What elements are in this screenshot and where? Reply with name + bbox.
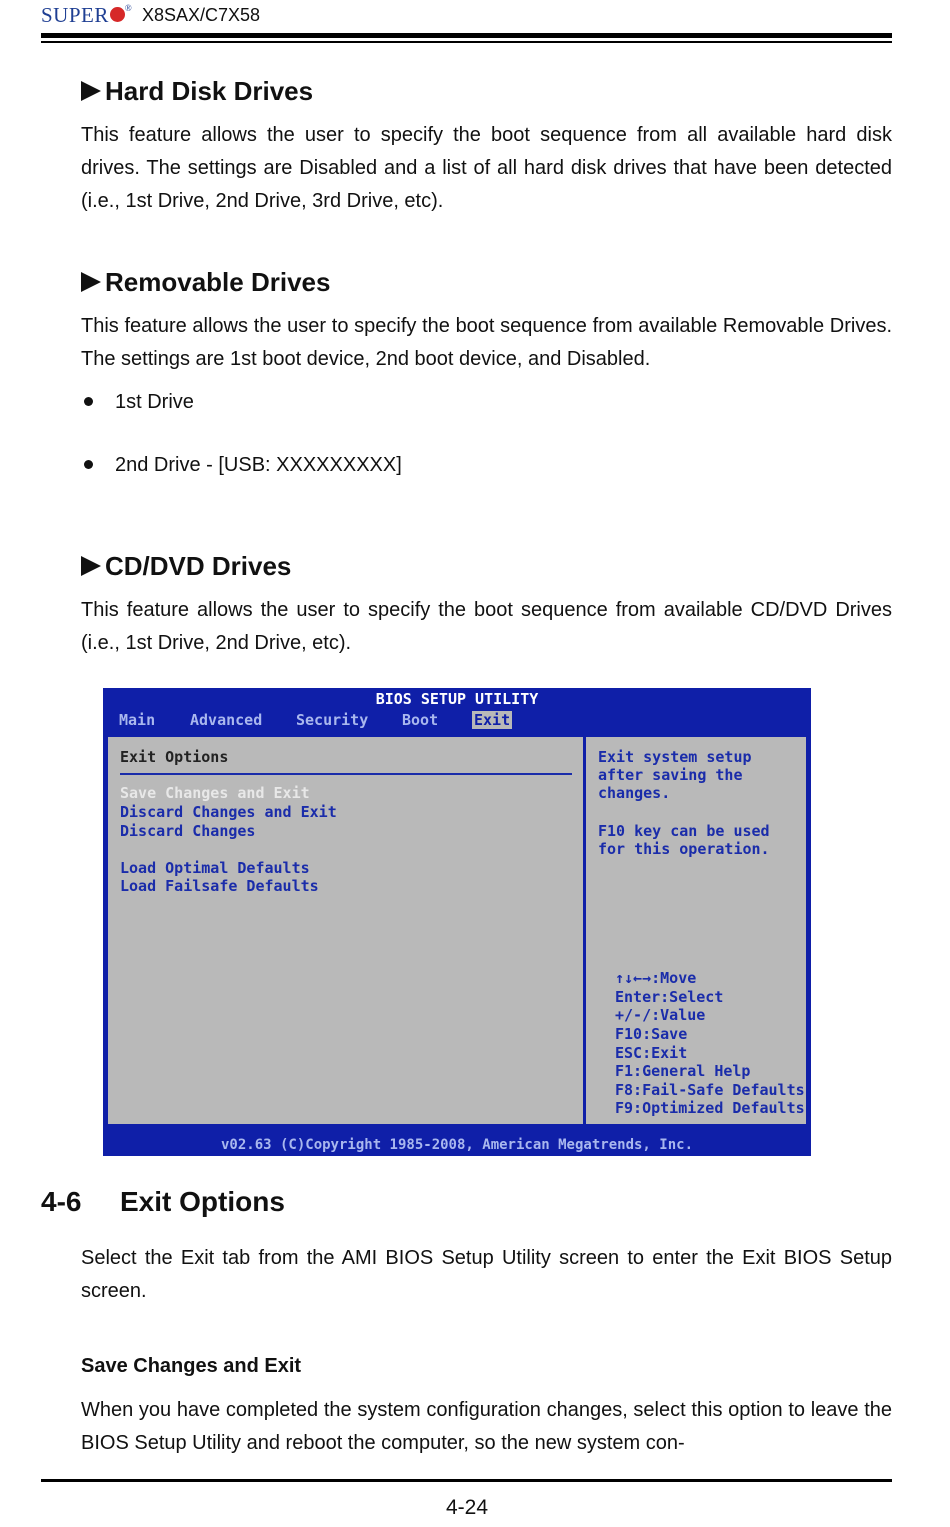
subheading-save-changes-and-exit: Save Changes and Exit	[81, 1355, 302, 1377]
bios-copyright: v02.63 (C)Copyright 1985-2008, American Megatrends, Inc.	[220, 1137, 693, 1153]
tab-main[interactable]: Main	[119, 711, 156, 729]
bios-option-discard-changes-and-exit[interactable]: Discard Changes and Exit	[120, 803, 337, 821]
triangle-bullet-icon	[81, 272, 101, 292]
bios-panel-divider	[583, 735, 586, 1126]
bios-key-hint: F1:General Help	[615, 1062, 751, 1080]
bios-title-underline	[120, 773, 572, 775]
bios-help-line: for this operation.	[598, 840, 770, 858]
bios-option-load-optimal-defaults[interactable]: Load Optimal Defaults	[120, 859, 310, 877]
bios-key-hint: F9:Optimized Defaults	[615, 1099, 805, 1117]
tab-security[interactable]: Security	[296, 711, 369, 729]
bios-key-hint: Enter:Select	[615, 988, 724, 1006]
header-rule	[41, 33, 892, 38]
bios-key-hint: +/-/:Value	[615, 1006, 706, 1024]
heading-removable-drives: Removable Drives	[81, 267, 330, 298]
section-intro: Select the Exit tab from the AMI BIOS Setup Utility screen to enter the Exit BIOS Setup screen.	[81, 1247, 892, 1302]
bios-help-line: changes.	[598, 784, 671, 802]
triangle-bullet-icon	[81, 81, 101, 101]
logo-red-dot-icon	[110, 7, 125, 22]
bios-option-load-failsafe-defaults[interactable]: Load Failsafe Defaults	[120, 877, 319, 895]
heading-hard-disk-drives: Hard Disk Drives	[81, 76, 313, 107]
bios-help-line: F10 key can be used	[598, 822, 770, 840]
bios-help-line: Exit system setup	[598, 748, 752, 766]
bios-panel-title: Exit Options	[120, 748, 229, 766]
removable-description: This feature allows the user to specify the boot sequence from available Removable Drives. The settings are 1st boot device, 2nd boot device, and Disabled.	[81, 315, 892, 370]
bios-help-line: after saving the	[598, 766, 743, 784]
bullet-icon	[84, 460, 93, 469]
footer-rule	[41, 1479, 892, 1482]
bios-key-hint: F8:Fail-Safe Defaults	[615, 1081, 805, 1099]
bullet-icon	[84, 397, 93, 406]
section-title: Exit Options	[120, 1186, 285, 1217]
triangle-bullet-icon	[81, 556, 101, 576]
heading-cd-dvd-drives: CD/DVD Drives	[81, 551, 291, 582]
tab-advanced[interactable]: Advanced	[190, 711, 263, 729]
tab-boot[interactable]: Boot	[402, 711, 439, 729]
header-rule-thin	[41, 41, 892, 43]
model-name: X8SAX/C7X58	[142, 5, 261, 25]
tab-exit[interactable]: Exit	[474, 711, 511, 729]
bios-screenshot	[103, 688, 811, 1156]
bios-key-hint: ESC:Exit	[615, 1044, 688, 1062]
bios-key-hint: F10:Save	[615, 1025, 688, 1043]
supermicro-logo: SUPER ®	[41, 3, 133, 27]
bios-title: BIOS SETUP UTILITY	[375, 690, 539, 708]
bios-key-hint: ↑↓←→:Move	[615, 969, 697, 987]
cd-dvd-description: This feature allows the user to specify the boot sequence from available CD/DVD Drives (i.e., 1st Drive, 2nd Drive, etc).	[81, 599, 892, 654]
hard-disk-description: This feature allows the user to specify the boot sequence from all available hard disk drives. The settings are Disabled and a list of all hard disk drives that have been detected (i.e., 1st Drive, 2nd Drive, 3rd Drive, etc).	[81, 124, 892, 212]
page-number: 4-24	[445, 1496, 489, 1519]
bios-option-save-changes-and-exit[interactable]: Save Changes and Exit	[120, 784, 310, 802]
section-number: 4-6	[41, 1186, 82, 1217]
save-changes-description: When you have completed the system configuration changes, select this option to leave the BIOS Setup Utility and reboot the computer, so the new system con-	[81, 1399, 892, 1454]
bios-option-discard-changes[interactable]: Discard Changes	[120, 822, 256, 840]
